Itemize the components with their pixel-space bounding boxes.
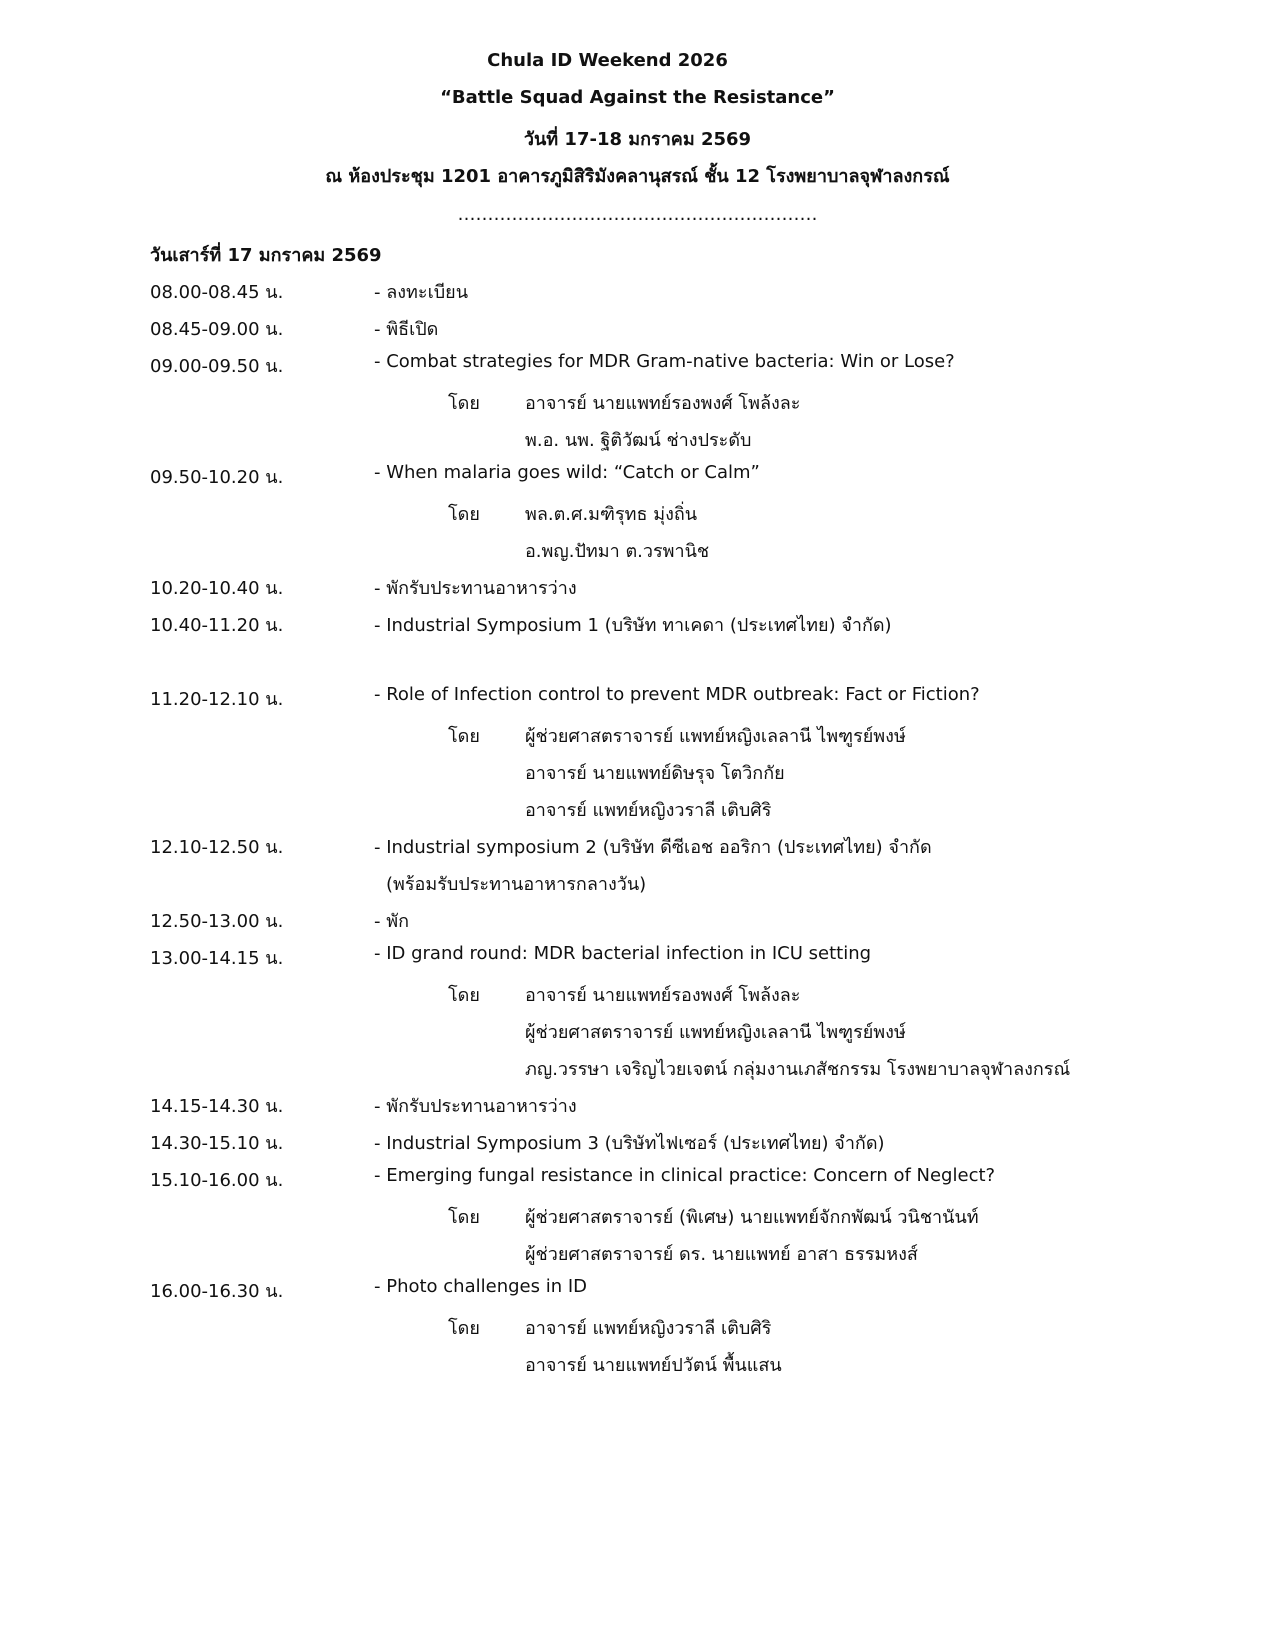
by-label: โดย <box>448 1207 480 1228</box>
speaker-name: ผู้ช่วยศาสตราจารย์ (พิเศษ) นายแพทย์จักกพัฒน์ วนิชานันท์ <box>525 1207 979 1228</box>
event-date: วันที่ 17-18 มกราคม 2569 <box>523 129 752 150</box>
agenda-item <box>0 277 1275 307</box>
agenda-item <box>0 832 1275 862</box>
agenda-item <box>0 1276 1275 1306</box>
session-time: 08.00-08.45 น. <box>150 282 284 303</box>
session-note: (พร้อมรับประทานอาหารกลางวัน) <box>386 874 647 895</box>
speaker-name: อาจารย์ นายแพทย์ดิษรุจ โตวิกกัย <box>525 763 785 784</box>
session-topic: - ID grand round: MDR bacterial infection in ICU setting <box>374 943 872 964</box>
session-topic: - Industrial Symposium 1 (บริษัท ทาเคดา (ประเทศไทย) จำกัด) <box>374 615 892 636</box>
session-time: 12.50-13.00 น. <box>150 911 284 932</box>
speaker-name: อ.พญ.ปัทมา ต.วรพานิช <box>525 541 710 562</box>
agenda-item <box>0 906 1275 936</box>
speaker-name: ผู้ช่วยศาสตราจารย์ แพทย์หญิงเลลานี ไพฑูรย์พงษ์ <box>525 1022 906 1043</box>
speaker-name: ผู้ช่วยศาสตราจารย์ ดร. นายแพทย์ อาสา ธรรมหงส์ <box>525 1244 918 1265</box>
session-time: 08.45-09.00 น. <box>150 319 284 340</box>
agenda-item <box>0 1128 1275 1158</box>
agenda-item <box>0 314 1275 344</box>
event-venue: ณ ห้องประชุม 1201 อาคารภูมิสิริมังคลานุสรณ์ ชั้น 12 โรงพยาบาลจุฬาลงกรณ์ <box>325 166 950 187</box>
session-topic: - Emerging fungal resistance in clinical practice: Concern of Neglect? <box>374 1165 996 1186</box>
speaker-name: พล.ต.ศ.มฑิรุทธ มุ่งถิ่น <box>525 504 698 525</box>
by-label: โดย <box>448 726 480 747</box>
agenda-item <box>0 462 1275 492</box>
by-label: โดย <box>448 1318 480 1339</box>
session-time: 14.30-15.10 น. <box>150 1133 284 1154</box>
session-time: 13.00-14.15 น. <box>150 948 284 969</box>
speaker-name: อาจารย์ นายแพทย์รองพงศ์ โพล้งละ <box>525 393 801 414</box>
session-topic: - พิธีเปิด <box>374 319 439 340</box>
session-time: 10.20-10.40 น. <box>150 578 284 599</box>
session-time: 09.00-09.50 น. <box>150 356 284 377</box>
session-time: 10.40-11.20 น. <box>150 615 284 636</box>
speaker-name: อาจารย์ แพทย์หญิงวราลี เติบศิริ <box>525 1318 772 1339</box>
agenda-item <box>0 943 1275 973</box>
agenda-item <box>0 1165 1275 1195</box>
session-topic: - Industrial Symposium 3 (บริษัทไฟเซอร์ (ประเทศไทย) จำกัด) <box>374 1133 885 1154</box>
session-topic: - ลงทะเบียน <box>374 282 468 303</box>
session-topic: - พักรับประทานอาหารว่าง <box>374 578 577 599</box>
session-topic: - Combat strategies for MDR Gram-native bacteria: Win or Lose? <box>374 351 955 372</box>
agenda-item <box>0 684 1275 714</box>
agenda-item <box>0 610 1275 640</box>
session-time: 15.10-16.00 น. <box>150 1170 284 1191</box>
speaker-name: อาจารย์ แพทย์หญิงวราลี เติบศิริ <box>525 800 772 821</box>
event-title: Chula ID Weekend 2026 <box>487 50 728 71</box>
by-label: โดย <box>448 393 480 414</box>
session-time: 11.20-12.10 น. <box>150 689 284 710</box>
speaker-name: อาจารย์ นายแพทย์ปวัตน์ พื้นแสน <box>525 1355 782 1376</box>
divider: …………………………………………………… <box>457 204 818 225</box>
agenda-item <box>0 1091 1275 1121</box>
speaker-name: อาจารย์ นายแพทย์รองพงศ์ โพล้งละ <box>525 985 801 1006</box>
session-time: 09.50-10.20 น. <box>150 467 284 488</box>
session-time: 12.10-12.50 น. <box>150 837 284 858</box>
speaker-name: ผู้ช่วยศาสตราจารย์ แพทย์หญิงเลลานี ไพฑูรย์พงษ์ <box>525 726 906 747</box>
speaker-name: พ.อ. นพ. ฐิติวัฒน์ ช่างประดับ <box>525 430 752 451</box>
agenda-item <box>0 351 1275 381</box>
session-time: 14.15-14.30 น. <box>150 1096 284 1117</box>
day-heading: วันเสาร์ที่ 17 มกราคม 2569 <box>150 245 382 266</box>
session-time: 16.00-16.30 น. <box>150 1281 284 1302</box>
session-topic: - When malaria goes wild: “Catch or Calm” <box>374 462 760 483</box>
by-label: โดย <box>448 504 480 525</box>
session-topic: - Photo challenges in ID <box>374 1276 588 1297</box>
agenda-item <box>0 573 1275 603</box>
session-topic: - พัก <box>374 911 409 932</box>
session-topic: - พักรับประทานอาหารว่าง <box>374 1096 577 1117</box>
session-topic: - Industrial symposium 2 (บริษัท ดีซีเอช ออริกา (ประเทศไทย) จำกัด <box>374 837 932 858</box>
event-theme: “Battle Squad Against the Resistance” <box>440 87 835 108</box>
speaker-name: ภญ.วรรษา เจริญไวยเจตน์ กลุ่มงานเภสัชกรรม โรงพยาบาลจุฬาลงกรณ์ <box>525 1059 1071 1080</box>
session-topic: - Role of Infection control to prevent MDR outbreak: Fact or Fiction? <box>374 684 980 705</box>
by-label: โดย <box>448 985 480 1006</box>
